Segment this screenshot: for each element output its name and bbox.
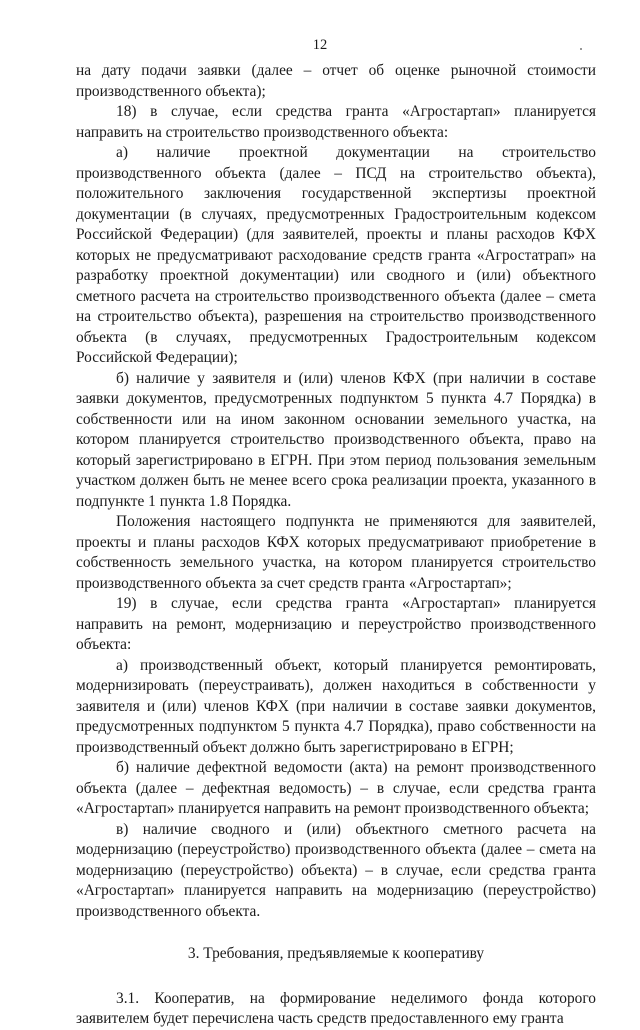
paragraph-item-18a: а) наличие проектной документации на строительство производственного объекта (далее – ПСД на строительство объекта), положительного заключения государственной экспертизы проектной документации (в случаях, предусмотренных Градостроительным кодексом Российской Федерации) (для заявителей, проекты и планы расходов КФХ которых не предусматривают расходование средств гранта «Агростатрап» на разработку проектной документации) или сводного и (или) объектного сметного расчета на строительство производственного объекта (далее – смета на строительство объекта), разрешения на строительство производственного объекта (в случаях, предусмотренных Градостроительным кодексом Российской Федерации); xyxy=(76,144,596,366)
paragraph-item-18-note: Положения настоящего подпункта не применяются для заявителей, проекты и планы расходов КФХ которых предусматривают приобретение в собственность земельного участка, на котором планируется строительство производственного объекта за счет средств гранта «Агростартап»; xyxy=(76,513,596,592)
document-body xyxy=(76,61,596,1030)
paragraph-continuation: на дату подачи заявки (далее – отчет об оценке рыночной стоимости производственного объекта); xyxy=(76,62,596,100)
paragraph-item-19c: в) наличие сводного и (или) объектного сметного расчета на модернизацию (переустройство) производственного объекта (далее – смета на модернизацию (переустройство) объекта) – в случае, если средства гранта «Агростартап» планируется направить на модернизацию (переустройство) производственного объекта. xyxy=(76,820,596,920)
paragraph-item-18b: б) наличие у заявителя и (или) членов КФХ (при наличии в составе заявки документов, предусмотренных подпунктом 5 пункта 4.7 Порядка) в собственности или на ином законном основании земельного участка, на котором планируется строительство производственного объекта, право на который зарегистрировано в ЕГРН. При этом период пользования земельным участком должен быть не менее всего срока реализации проекта, указанного в подпункте 1 пункта 1.8 Порядка. xyxy=(76,369,596,510)
paragraph-item-18: 18) в случае, если средства гранта «Агростартап» планируется направить на строительство производственного объекта: xyxy=(76,103,596,141)
paragraph-section-3-1: 3.1. Кооператив, на формирование неделимого фонда которого заявителем будет перечислена часть средств предоставленного ему гранта xyxy=(76,989,596,1027)
scan-speck xyxy=(580,48,582,50)
page-number: 12 xyxy=(312,37,328,53)
section-heading: 3. Требования, предъявляемые к кооперативу xyxy=(187,945,485,962)
paragraph-item-19a: а) производственный объект, который планируется ремонтировать, модернизировать (переустраивать), должен находиться в собственности у заявителя и (или) членов КФХ (при наличии в составе заявки документов, предусмотренных подпунктом 5 пункта 4.7 Порядка), право собственности на производственный объект должно быть зарегистрировано в ЕГРН; xyxy=(76,656,596,756)
paragraph-item-19b: б) наличие дефектной ведомости (акта) на ремонт производственного объекта (далее – дефектная ведомость) – в случае, если средства гранта «Агростартап» планируется направить на ремонт производственного объекта; xyxy=(76,759,596,817)
paragraph-item-19: 19) в случае, если средства гранта «Агростартап» планируется направить на ремонт, модернизацию и переустройство производственного объекта: xyxy=(76,595,596,653)
